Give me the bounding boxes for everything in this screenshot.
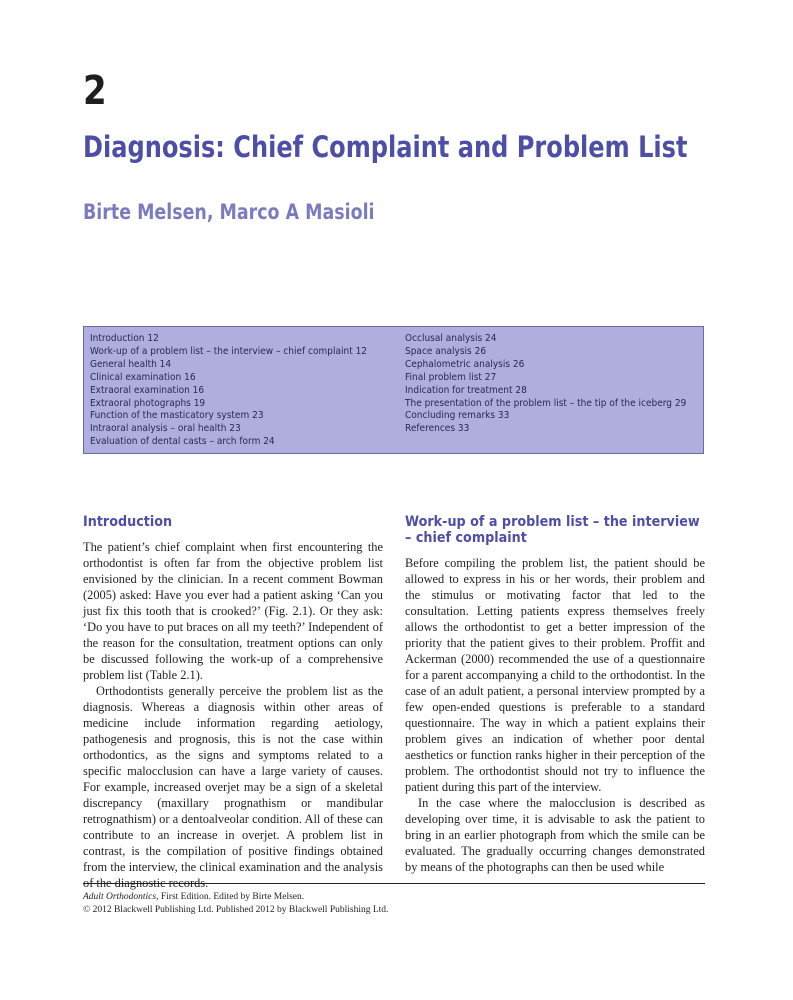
toc-item[interactable]: Evaluation of dental casts – arch form 24 — [90, 436, 275, 448]
workup-body — [405, 555, 705, 875]
footer-edition-line — [83, 891, 388, 904]
toc-item[interactable]: Final problem list 27 — [405, 371, 497, 383]
toc-item[interactable]: Work-up of a problem list – the interview – chief complaint 12 — [90, 345, 368, 357]
toc-right-column — [405, 333, 718, 436]
toc-item[interactable]: Concluding remarks 33 — [405, 410, 510, 422]
section-heading-workup — [405, 514, 700, 546]
section-heading-introduction: Introduction — [83, 514, 173, 530]
footer-divider — [83, 883, 705, 884]
toc-item[interactable]: Function of the masticatory system 23 — [90, 410, 264, 422]
toc-item[interactable]: Space analysis 26 — [405, 345, 487, 357]
toc-item[interactable]: Indication for treatment 28 — [405, 384, 527, 396]
footer-copyright: © 2012 Blackwell Publishing Ltd. Published 2012 by Blackwell Publishing Ltd. — [83, 905, 389, 915]
toc-item[interactable]: The presentation of the problem list – the tip of the iceberg 29 — [405, 397, 687, 409]
toc-item[interactable]: Extraoral photographs 19 — [90, 397, 206, 409]
chapter-number: 2 — [83, 68, 107, 114]
toc-item[interactable]: Occlusal analysis 24 — [405, 333, 497, 344]
toc-item[interactable]: References 33 — [405, 423, 470, 435]
toc-item[interactable]: Extraoral examination 16 — [90, 384, 205, 396]
paragraph: The patient’s chief complaint when first encountering the orthodontist is often far from the objective problem list envisioned by the clinician. In a recent comment Bowman (2005) asked: Have you ever had a patient asking ‘Can you just fix this tooth that is crooked?’ (Fig. 2.1). Or they ask: ‘Do you have to put braces on all my teeth?’ Independent of the reason for the consultation, treatment options can only be discussed following the work-up of a comprehensive problem list (Table 2.1). — [83, 540, 383, 682]
edition-text: , First Edition. Edited by Birte Melsen. — [156, 892, 305, 902]
toc-item[interactable]: Introduction 12 — [90, 333, 159, 344]
chapter-authors: Birte Melsen, Marco A Masioli — [83, 200, 375, 224]
book-title: Adult Orthodontics — [83, 892, 157, 902]
toc-item[interactable]: Cephalometric analysis 26 — [405, 358, 525, 370]
paragraph: Before compiling the problem list, the patient should be allowed to express in his or her words, their problem and the stimulus or motivating factor that led to the consultation. Letting patients express themselves freely allows the orthodontist to get a better impression of the priority that the patient gives to their problem. Proffit and Ackerman (2000) recommended the use of a questionnaire for a parent accompanying a child to the orthodontist. In the case of an adult patient, a personal interview prompted by a few open-ended questions is preferable to a standard questionnaire. The way in which a patient explains their problem gives an indication of whether poor dental aesthetics or function ranks higher in their perception of the problem. The orthodontist should not try to influence the patient during this part of the interview. — [405, 556, 705, 794]
toc-item[interactable]: Intraoral analysis – oral health 23 — [90, 423, 241, 435]
paragraph: Orthodontists generally perceive the problem list as the diagnosis. Whereas a diagnosis within other areas of medicine include information regarding aetiology, pathogenesis and prognosis, this is not the case within orthodontics, as the signs and symptoms related to a specific malocclusion can have a large variety of causes. For example, increased overjet may be a sign of a skeletal discrepancy (maxillary prognathism or mandibular retrognathism) or a dentoalveolar condition. All of these can contribute to an increase in overjet. A problem list in contrast, is the compilation of positive findings obtained from the interview, the clinical examination and the analysis of the diagnostic records. — [83, 684, 383, 890]
introduction-body — [83, 539, 383, 891]
toc-item[interactable]: Clinical examination 16 — [90, 371, 196, 383]
table-of-contents — [83, 326, 704, 454]
section-heading-line: Work-up of a problem list – the interview — [405, 514, 700, 530]
chapter-title: Diagnosis: Chief Complaint and Problem List — [83, 130, 688, 164]
paragraph: In the case where the malocclusion is described as developing over time, it is advisable to ask the patient to bring in an earlier photograph from which the smile can be evaluated. The gradually occurring changes demonstrated by means of the photographs can then be used while — [405, 796, 705, 874]
page-footer — [83, 891, 388, 917]
toc-item[interactable]: General health 14 — [90, 358, 172, 370]
section-heading-line: – chief complaint — [405, 530, 527, 546]
toc-left-column — [90, 333, 398, 449]
